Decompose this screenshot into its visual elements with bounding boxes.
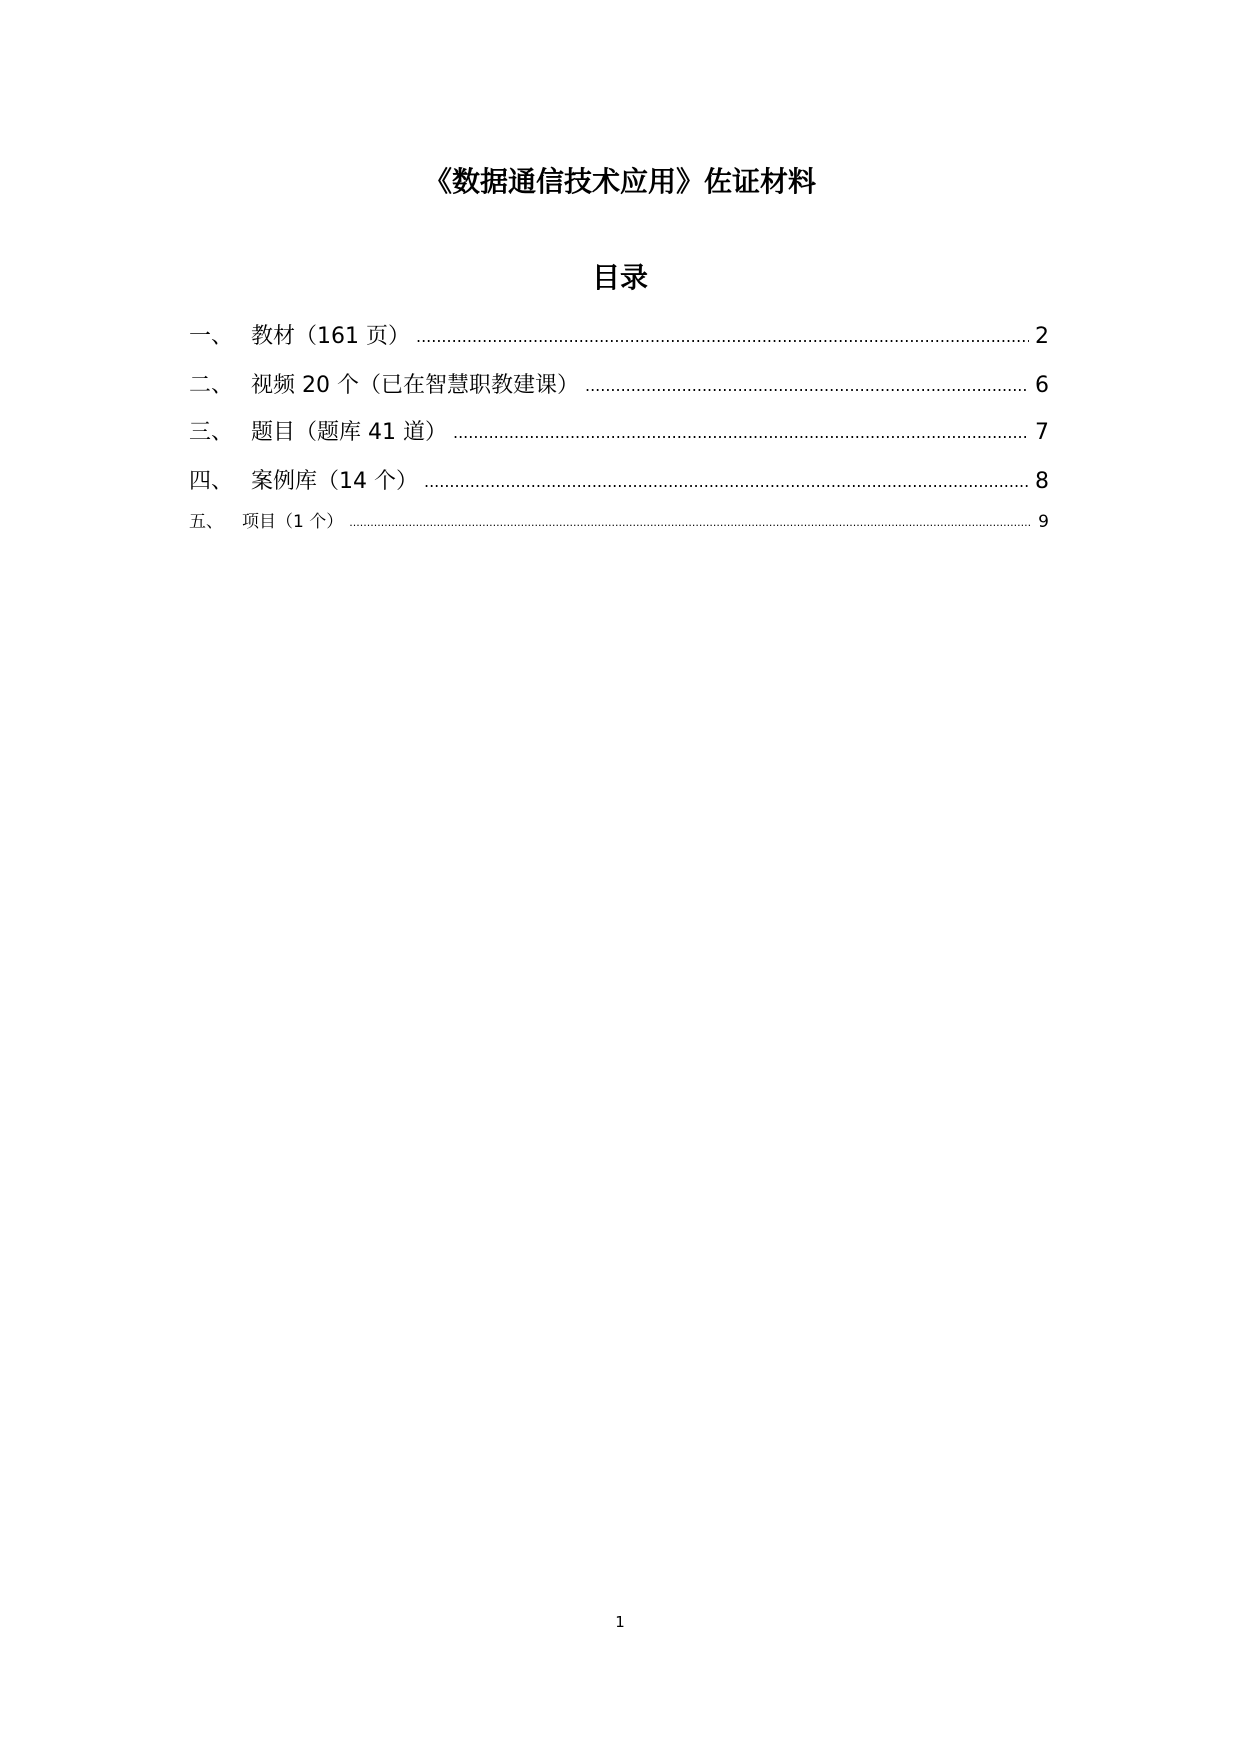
toc-dot-leader: [585, 371, 1029, 401]
toc-entry-project[interactable]: [189, 510, 1049, 536]
toc-entry-label: 案例库（14 个）: [251, 469, 418, 494]
toc-entry-number: 三、: [189, 420, 234, 445]
page-number: 1: [615, 1613, 625, 1631]
document-title: 《数据通信技术应用》佐证材料: [423, 165, 816, 198]
toc-entry-page: 9: [1038, 512, 1049, 532]
toc-entry-label: 题目（题库 41 道）: [251, 420, 447, 445]
toc-entry-label: 教材（161 页）: [251, 324, 410, 349]
toc-entry-number: 一、: [189, 324, 234, 349]
toc-entry-number: 二、: [189, 373, 234, 398]
toc-entry-textbook[interactable]: [189, 322, 1049, 353]
toc-dot-leader: [416, 322, 1029, 352]
toc-entry-label: 视频 20 个（已在智慧职教建课）: [251, 373, 579, 398]
toc-entry-page: 8: [1035, 469, 1049, 494]
toc-heading: 目录: [591, 261, 648, 294]
toc-entry-questions[interactable]: [189, 418, 1049, 449]
toc-entry-page: 7: [1035, 420, 1049, 445]
toc-entry-number: 四、: [189, 469, 234, 494]
toc-entry-number: 五、: [189, 512, 223, 532]
toc-dot-leader: [424, 467, 1029, 497]
toc-entry-page: 2: [1035, 324, 1049, 349]
toc-dot-leader: [349, 511, 1032, 535]
toc-entry-page: 6: [1035, 373, 1049, 398]
toc-entry-cases[interactable]: [189, 467, 1049, 498]
toc-dot-leader: [453, 418, 1029, 448]
toc-entry-label: 项目（1 个）: [242, 512, 344, 532]
toc-entry-videos[interactable]: [189, 371, 1049, 402]
